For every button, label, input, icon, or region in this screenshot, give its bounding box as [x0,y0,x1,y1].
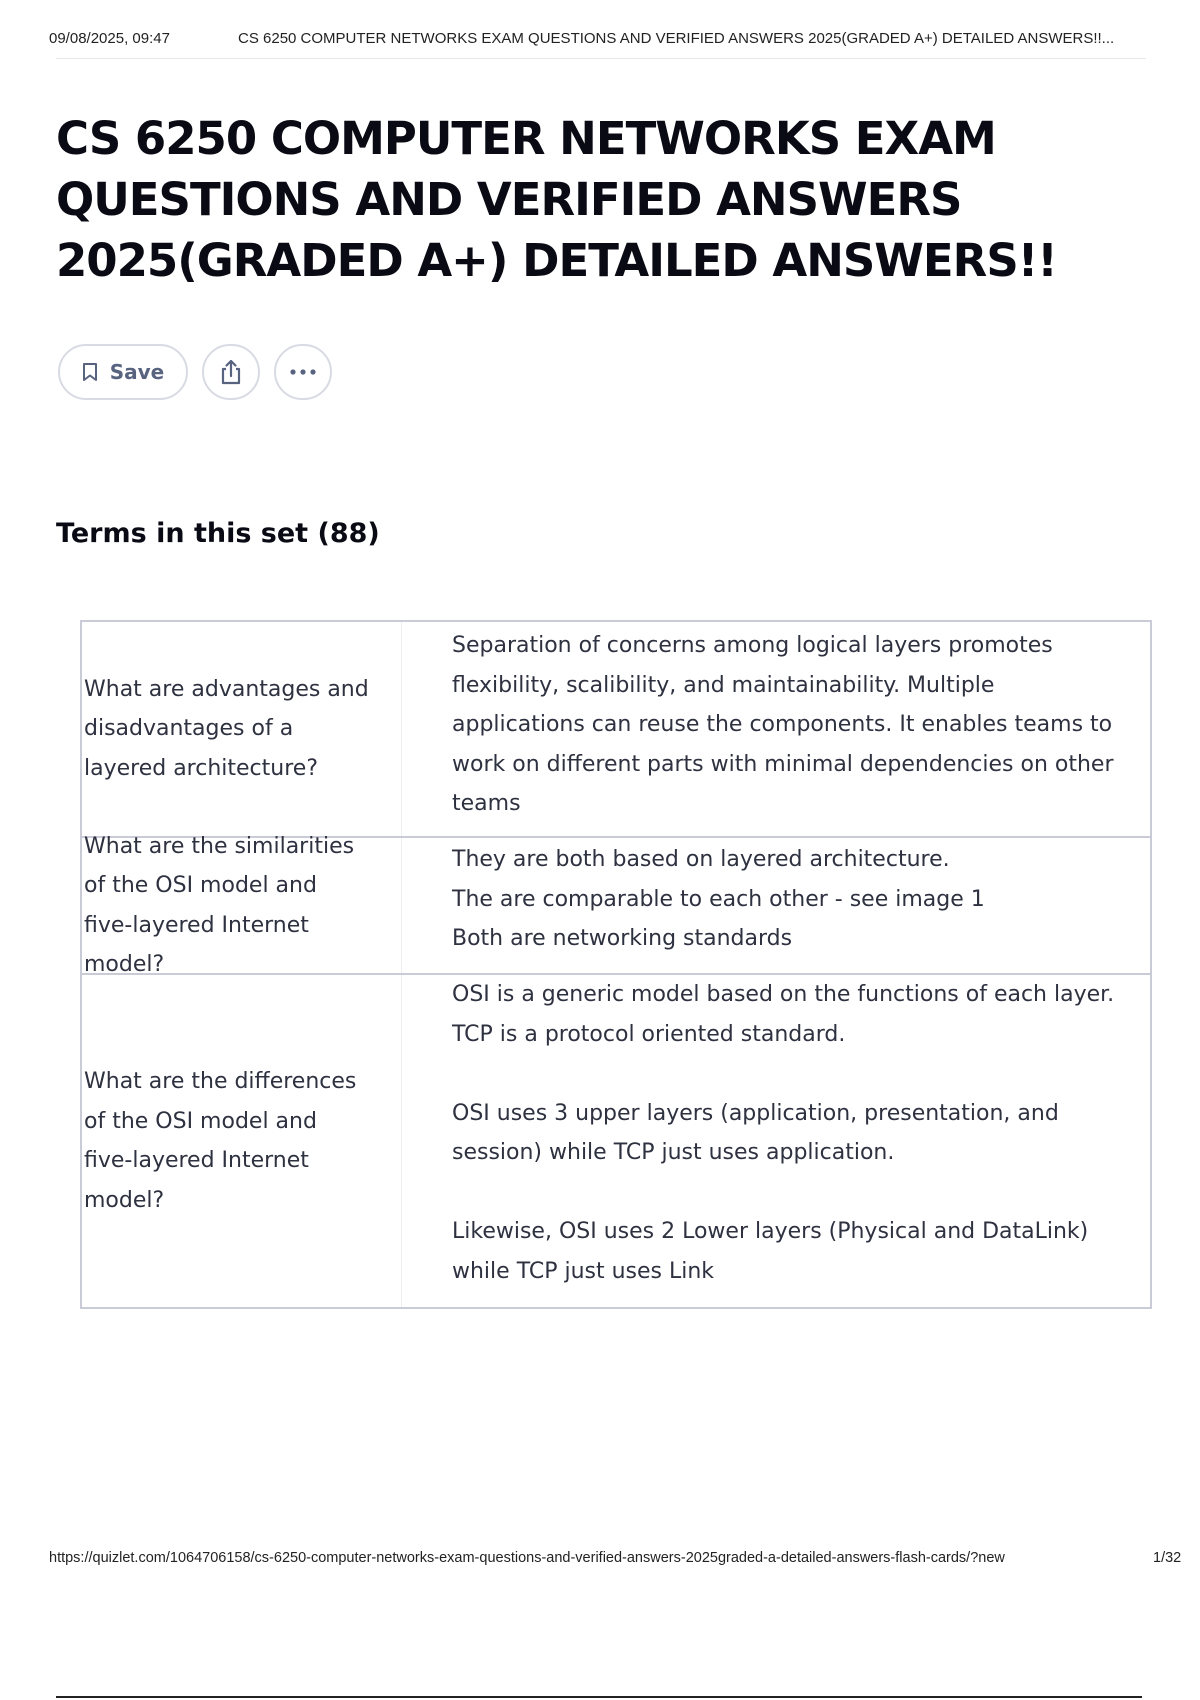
more-options-button[interactable] [274,344,332,400]
save-label: Save [109,360,165,384]
page-bottom-rule [56,1696,1142,1698]
more-icon [289,368,317,376]
header-divider [56,58,1146,59]
terms-heading: Terms in this set (88) [56,518,380,549]
term-row [82,833,1150,977]
term-question: What are the differences of the OSI model and five-layered Internet model? [82,975,402,1307]
bookmark-icon [82,362,98,382]
share-button[interactable] [202,344,260,400]
term-answer: They are both based on layered architecture. The are comparable to each other - see image 1 Both are networking standards [452,847,985,951]
term-answer: Separation of concerns among logical layers promotes flexibility, scalibility, and maintainability. Multiple applications can reuse the components. It enables teams to work on different parts with minimal dependencies on other teams [452,633,1114,816]
print-document-title: CS 6250 COMPUTER NETWORKS EXAM QUESTIONS AND VERIFIED ANSWERS 2025(GRADED A+) DETAILED ANSWERS!!... [238,30,1115,47]
term-question: What are the similarities of the OSI model and five-layered Internet model? [82,838,402,973]
term-question: What are advantages and disadvantages of a layered architecture? [82,622,402,836]
share-icon [218,358,244,386]
page-title: CS 6250 COMPUTER NETWORKS EXAM QUESTIONS AND VERIFIED ANSWERS 2025(GRADED A+) DETAILED ANSWERS!! [56,112,1057,287]
term-row [82,975,1150,1309]
save-button[interactable] [58,344,188,400]
page-number: 1/32 [1153,1550,1182,1566]
terms-table [80,620,1152,1309]
set-actions [58,344,332,400]
print-url: https://quizlet.com/1064706158/cs-6250-computer-networks-exam-questions-and-verified-answers-2025graded-a-detailed-answers-flash-cards/?new [49,1550,1005,1566]
term-row [82,622,1150,838]
print-timestamp: 09/08/2025, 09:47 [49,30,170,47]
term-answer: OSI is a generic model based on the functions of each layer. TCP is a protocol oriented standard. OSI uses 3 upper layers (application, presentation, and session) while TCP just uses application. Likewise, OSI uses 2 Lower layers (Physical and DataLink) while TCP just uses Link [452,982,1115,1284]
